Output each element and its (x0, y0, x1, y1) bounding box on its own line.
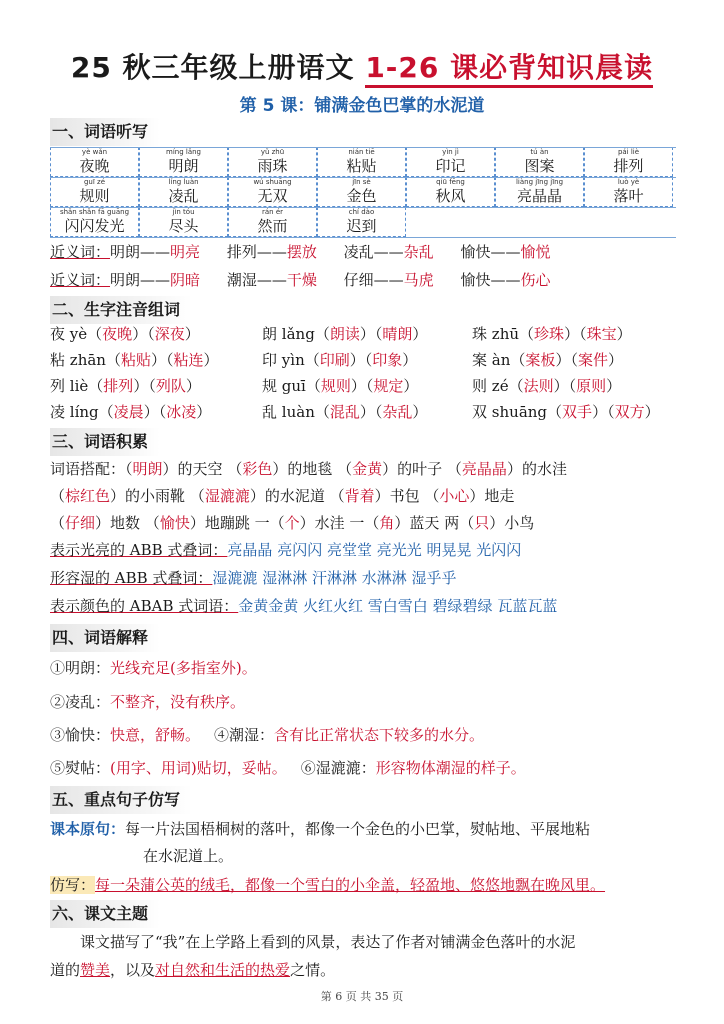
character-entry: 列 liè（排列）（列队） (50, 377, 201, 395)
character-entry: 规 guī（规则）（规定） (262, 377, 419, 395)
collocation-text: ）地数 （ (95, 514, 160, 532)
character-word: 印刷 (319, 351, 350, 369)
character: 粘 (50, 351, 66, 369)
word-pinyin: míng lǎng (166, 148, 201, 156)
word-cell (406, 177, 495, 207)
imitation-text: 每一朵蒲公英的绒毛，都像一个雪白的小伞盖，轻盈地、悠悠地飘在晚风里。 (95, 876, 606, 894)
word-hanzi: 尽头 (168, 217, 199, 235)
collocation-word: 仔细 (65, 514, 96, 532)
synonym-pair: 愉快——愉悦 (460, 243, 551, 261)
abab-color-words: 金黄金黄 火红火红 雪白雪白 碧绿碧绿 瓦蓝瓦蓝 (238, 597, 558, 615)
character-word: 案板 (525, 351, 556, 369)
word-cell (584, 177, 673, 207)
character-word: 深夜 (154, 325, 185, 343)
character-entry: 案 àn（案板）（案件） (472, 351, 623, 369)
character-word: 法则 (523, 377, 554, 395)
word-cell (584, 147, 673, 177)
character-pinyin: yè (69, 325, 88, 343)
section-heading-imitation: 五、重点句子仿写 (50, 786, 192, 814)
collocation-text: （ (50, 487, 66, 505)
character-word: 列队 (155, 377, 186, 395)
collocation-line-3 (50, 511, 534, 535)
word-hanzi: 秋风 (435, 187, 466, 205)
word-hanzi: 印记 (435, 157, 466, 175)
character-word: 粘连 (173, 351, 204, 369)
abab-color-line (50, 594, 557, 618)
collocation-line-2 (50, 484, 514, 508)
section-heading-explanation: 四、词语解释 (50, 624, 160, 652)
synonym-pair: 明朗——明亮 (110, 243, 201, 261)
word-pinyin: shǎn shǎn fā guāng (59, 208, 130, 216)
word-hanzi: 粘贴 (346, 157, 377, 175)
title-highlight: 1-26 课必背知识晨读 (365, 51, 653, 88)
word-cell (317, 207, 406, 237)
word-pinyin: jīn sè (352, 178, 371, 186)
explanation-item: ⑤熨帖：(用字、用词)贴切，妥帖。 ⑥湿漉漉：形容物体潮湿的样子。 (50, 759, 526, 777)
character-pinyin: zé (491, 377, 509, 395)
word-cell (495, 147, 584, 177)
character-entry: 夜 yè（夜晚）（深夜） (50, 325, 200, 343)
word-cell (50, 177, 139, 207)
collocation-text: ）地走 (469, 487, 515, 505)
word-cell (406, 147, 495, 177)
character-entry: 印 yìn（印刷）（印象） (262, 351, 418, 369)
word-pinyin: yìn jì (442, 148, 459, 156)
word-cell (228, 177, 317, 207)
character-pinyin: lǎng (281, 325, 315, 343)
collocation-text: ）的小雨靴 （ (110, 487, 205, 505)
collocation-line-1 (50, 457, 567, 481)
collocation-word: 亮晶晶 (461, 460, 507, 478)
synonym-pair: 潮湿——干燥 (226, 271, 317, 289)
character: 珠 (472, 325, 488, 343)
character-pinyin: luàn (281, 403, 315, 421)
imitation-label: 仿写： (50, 876, 96, 894)
character-word: 凌晨 (113, 403, 144, 421)
word-cell (228, 147, 317, 177)
collocation-word: 个 (284, 514, 300, 532)
collocation-text: ）的水泥道 （ (249, 487, 345, 505)
dictation-word-grid (50, 147, 676, 239)
character: 则 (472, 377, 488, 395)
abb-bright-words: 亮晶晶 亮闪闪 亮堂堂 亮光光 明晃晃 光闪闪 (227, 541, 522, 559)
character-word: 规定 (373, 377, 404, 395)
collocation-word: 明朗 (132, 460, 163, 478)
section-heading-theme: 六、课文主题 (50, 900, 160, 928)
collocation-word: 棕红色 (65, 487, 111, 505)
section-heading-accumulation: 三、词语积累 (50, 428, 160, 456)
collocation-word: 背着 (344, 487, 375, 505)
collocation-text: ）水洼 一（ (299, 514, 380, 532)
synonym-line-2 (50, 268, 550, 292)
collocation-word: 彩色 (242, 460, 273, 478)
word-pinyin: yǔ zhū (260, 148, 285, 156)
character-word: 朗读 (329, 325, 360, 343)
character-pinyin: shuāng (491, 403, 548, 421)
word-pinyin: yè wǎn (81, 148, 108, 156)
character-entry: 珠 zhū（珍珠）（珠宝） (472, 325, 632, 343)
explanation-item: ①明朗：光线充足(多指室外)。 (50, 659, 257, 677)
word-hanzi: 无双 (257, 187, 288, 205)
character: 规 (262, 377, 278, 395)
character-word: 夜晚 (102, 325, 133, 343)
section-heading-characters: 二、生字注音组词 (50, 296, 192, 324)
theme-text: 课文描写了“我”在上学路上看到的风景，表达了作者对铺满金色落叶的水泥 (80, 933, 576, 951)
abb-wet-label: 形容湿的 ABB 式叠词： (50, 569, 213, 587)
collocation-word: 金黄 (352, 460, 383, 478)
word-pinyin: guī zé (83, 178, 106, 186)
character: 朗 (262, 325, 278, 343)
synonym-pair: 愉快——伤心 (460, 271, 551, 289)
character-pinyin: zhū (491, 325, 520, 343)
character: 双 (472, 403, 488, 421)
character-pinyin: àn (491, 351, 511, 369)
word-pinyin: tú àn (530, 148, 549, 156)
collocation-text: ）的天空 （ (162, 460, 243, 478)
synonym-pair: 凌乱——杂乱 (343, 243, 434, 261)
word-hanzi: 夜晚 (79, 157, 110, 175)
collocation-word: 小心 (439, 487, 470, 505)
page-footer: 第 6 页 共 35 页 (320, 990, 404, 1003)
original-sentence: 课本原句：每一片法国梧桐树的落叶，都像一个金色的小巴掌，熨帖地、平展地粘 (50, 820, 591, 838)
page-title (0, 46, 724, 86)
word-pinyin: jìn tóu (172, 208, 195, 216)
collocation-label: 词语搭配： (50, 460, 126, 478)
collocation-text: （ (125, 460, 133, 478)
synonym-label: 近义词： (50, 271, 111, 289)
character-word: 案件 (577, 351, 608, 369)
character-entry: 乱 luàn（混乱）（杂乱） (262, 403, 428, 421)
character-pinyin: zhān (69, 351, 106, 369)
abb-wet-line (50, 566, 457, 590)
word-cell (317, 177, 406, 207)
character: 夜 (50, 325, 66, 343)
explanation-item: ②凌乱：不整齐，没有秩序。 (50, 693, 246, 711)
character-word: 珍珠 (534, 325, 565, 343)
character-pinyin: guī (281, 377, 306, 395)
collocation-word: 湿漉漉 (204, 487, 250, 505)
grid-rule (50, 147, 676, 148)
synonym-pair: 排列——摆放 (226, 243, 317, 261)
word-hanzi: 金色 (346, 187, 377, 205)
abb-bright-line (50, 538, 521, 562)
word-pinyin: liàng jīng jīng (515, 178, 564, 186)
word-pinyin: nián tiē (348, 148, 375, 156)
character-pinyin: líng (69, 403, 99, 421)
character-entry: 则 zé（法则）（原则） (472, 377, 622, 395)
imitation-sentence (50, 873, 605, 897)
word-hanzi: 迟到 (346, 217, 377, 235)
grid-rule (50, 237, 676, 238)
character-entry: 凌 líng（凌晨）（冰凌） (50, 403, 212, 421)
character-pinyin: yìn (281, 351, 305, 369)
word-cell (50, 147, 139, 177)
abb-wet-words: 湿漉漉 湿淋淋 汗淋淋 水淋淋 湿乎乎 (212, 569, 457, 587)
word-hanzi: 雨珠 (257, 157, 288, 175)
character: 案 (472, 351, 488, 369)
synonym-pair: 明朗——阴暗 (110, 271, 201, 289)
word-cell (317, 147, 406, 177)
word-cell (139, 207, 228, 237)
collocation-text: ）的水洼 (506, 460, 567, 478)
grid-rule (50, 177, 676, 178)
character-entry: 粘 zhān（粘贴）（粘连） (50, 351, 219, 369)
word-pinyin: pái liè (617, 148, 640, 156)
character-word: 排列 (103, 377, 134, 395)
word-cell (495, 177, 584, 207)
grid-rule (50, 207, 676, 208)
collocation-text: ）书包 （ (374, 487, 440, 505)
collocation-text: ）小鸟 (489, 514, 535, 532)
character: 列 (50, 377, 66, 395)
title-prefix: 25 秋三年级上册语文 (70, 51, 366, 84)
synonym-pair: 仔细——马虎 (343, 271, 434, 289)
synonym-label: 近义词： (50, 243, 111, 261)
collocation-word: 愉快 (159, 514, 190, 532)
character-word: 冰凌 (166, 403, 197, 421)
word-hanzi: 规则 (79, 187, 110, 205)
collocation-text: ）地蹦跳 一（ (189, 514, 285, 532)
character-word: 双手 (562, 403, 593, 421)
character: 凌 (50, 403, 66, 421)
theme-text-cont: 道的赞美，以及对自然和生活的热爱之情。 (50, 961, 336, 979)
word-pinyin: wú shuāng (253, 178, 292, 186)
word-hanzi: 亮晶晶 (516, 187, 562, 205)
explanation-item: ③愉快：快意，舒畅。 ④潮湿：含有比正常状态下较多的水分。 (50, 726, 485, 744)
word-cell (139, 147, 228, 177)
word-hanzi: 明朗 (168, 157, 199, 175)
character-pinyin: liè (69, 377, 89, 395)
character-entry: 朗 lǎng（朗读）（晴朗） (262, 325, 428, 343)
character-word: 印象 (372, 351, 403, 369)
character-word: 晴朗 (382, 325, 413, 343)
collocation-text: ）蓝天 两（ (394, 514, 475, 532)
word-cell (50, 207, 139, 237)
abb-bright-label: 表示光亮的 ABB 式叠词： (50, 541, 228, 559)
original-label: 课本原句： (50, 820, 126, 838)
character-word: 珠宝 (586, 325, 617, 343)
word-hanzi: 凌乱 (168, 187, 199, 205)
abab-color-label: 表示颜色的 ABAB 式词语： (50, 597, 239, 615)
word-cell (139, 177, 228, 207)
word-pinyin: líng luàn (168, 178, 199, 186)
word-hanzi: 排列 (613, 157, 644, 175)
character-word: 原则 (576, 377, 607, 395)
character: 乱 (262, 403, 278, 421)
collocation-word: 角 (379, 514, 395, 532)
character-word: 混乱 (329, 403, 360, 421)
collocation-text: （ (50, 514, 66, 532)
synonym-line-1 (50, 240, 550, 264)
word-cell (228, 207, 317, 237)
lesson-subtitle: 第 5 课：铺满金色巴掌的水泥道 (239, 96, 485, 116)
word-hanzi: 图案 (524, 157, 555, 175)
character-word: 杂乱 (382, 403, 413, 421)
word-hanzi: 然而 (257, 217, 288, 235)
character-word: 双方 (614, 403, 645, 421)
word-pinyin: qiū fēng (436, 178, 465, 186)
word-pinyin: luò yè (617, 178, 640, 186)
character-word: 规则 (320, 377, 351, 395)
word-hanzi: 落叶 (613, 187, 644, 205)
collocation-word: 只 (474, 514, 490, 532)
original-sentence-cont: 在水泥道上。 (143, 847, 234, 865)
word-hanzi: 闪闪发光 (64, 217, 125, 235)
collocation-text: ）的地毯 （ (272, 460, 353, 478)
word-pinyin: chí dào (348, 208, 375, 216)
character: 印 (262, 351, 278, 369)
word-pinyin: rán ér (261, 208, 283, 216)
character-word: 粘贴 (120, 351, 151, 369)
section-heading-dictation: 一、词语听写 (50, 118, 160, 146)
character-entry: 双 shuāng（双手）（双方） (472, 403, 660, 421)
collocation-text: ）的叶子 （ (382, 460, 462, 478)
